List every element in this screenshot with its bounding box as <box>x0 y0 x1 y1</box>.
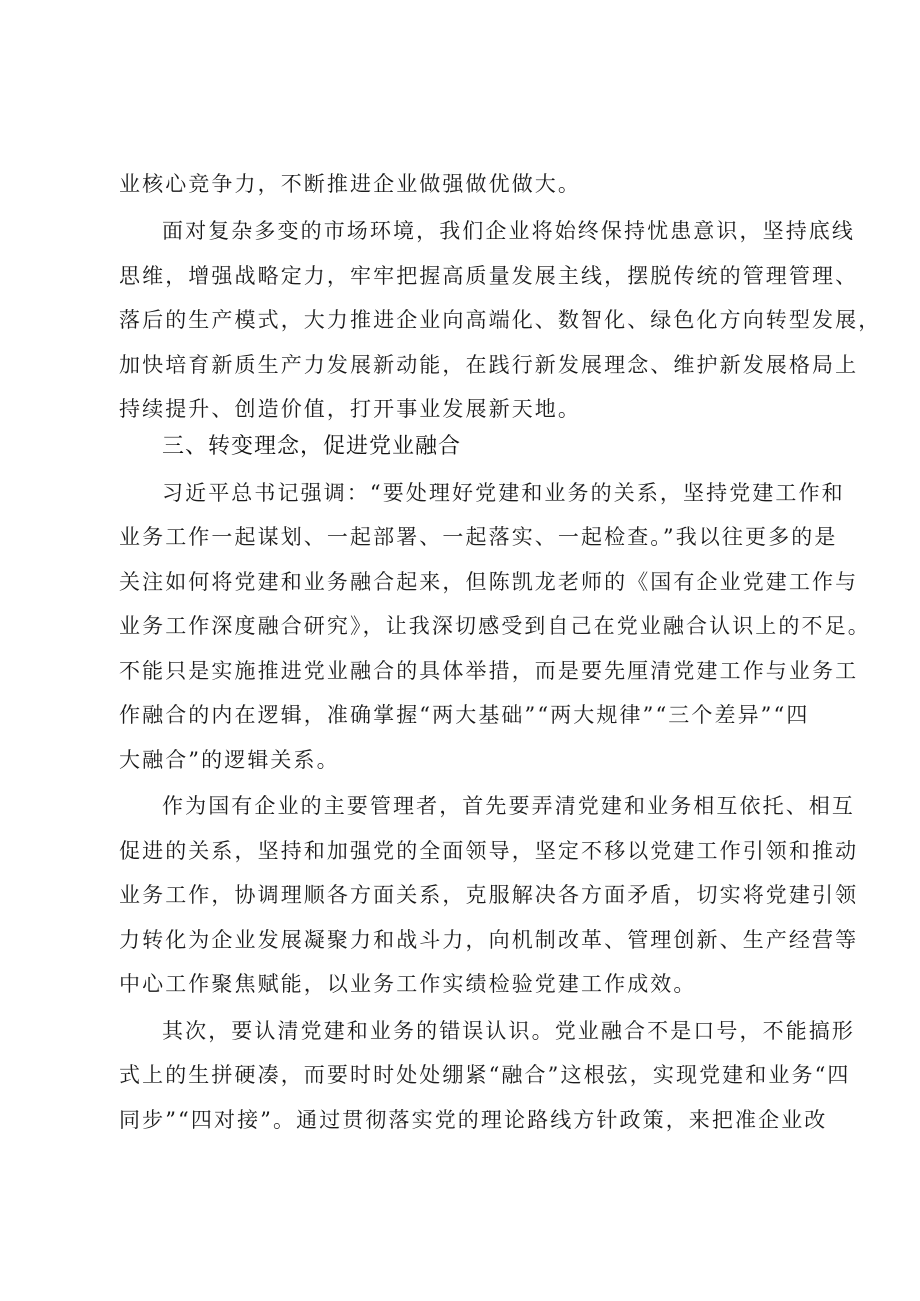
paragraph-line: 作融合的内在逻辑，准确掌握“两大基础”“两大规律”“三个差异”“四 <box>119 703 810 727</box>
paragraph-line: 落后的生产模式，大力推进企业向高端化、数智化、绿色化方向转型发展， <box>119 308 882 332</box>
paragraph-line: 加快培育新质生产力发展新动能，在践行新发展理念、维护新发展格局上 <box>119 353 859 377</box>
paragraph-line: 业务工作深度融合研究》，让我深切感受到自己在党业融合认识上的不足。 <box>119 614 871 638</box>
paragraph-line: 大融合”的逻辑关系。 <box>119 748 340 772</box>
paragraph-line: 面对复杂多变的市场环境，我们企业将始终保持忧患意识，坚持底线 <box>162 219 855 243</box>
paragraph-line: 中心工作聚焦赋能，以业务工作实绩检验党建工作成效。 <box>119 972 697 996</box>
paragraph-line: 思维，增强战略定力，牢牢把握高质量发展主线，摆脱传统的管理管理、 <box>119 264 859 288</box>
paragraph-line: 力转化为企业发展凝聚力和战斗力，向机制改革、管理创新、生产经营等 <box>119 928 859 952</box>
paragraph-line: 关注如何将党建和业务融合起来，但陈凯龙老师的《国有企业党建工作与 <box>119 570 859 594</box>
section-heading: 三、转变理念，促进党业融合 <box>162 434 462 459</box>
paragraph-line: 习近平总书记强调：“要处理好党建和业务的关系，坚持党建工作和 <box>162 481 845 505</box>
paragraph-line: 持续提升、创造价值，打开事业发展新天地。 <box>119 397 581 421</box>
paragraph-line: 其次，要认清党建和业务的错误认识。党业融合不是口号，不能搞形 <box>162 1019 855 1043</box>
paragraph-line: 业务工作，协调理顺各方面关系，克服解决各方面矛盾，切实将党建引领 <box>119 883 859 907</box>
paragraph-line: 作为国有企业的主要管理者，首先要弄清党建和业务相互依托、相互 <box>162 794 855 818</box>
paragraph-line: 业务工作一起谋划、一起部署、一起落实、一起检查。”我以往更多的是 <box>119 525 838 549</box>
paragraph-line: 不能只是实施推进党业融合的具体举措，而是要先厘清党建工作与业务工 <box>119 659 859 683</box>
paragraph-line: 业核心竞争力，不断推进企业做强做优做大。 <box>119 172 581 196</box>
paragraph-line: 促进的关系，坚持和加强党的全面领导，坚定不移以党建工作引领和推动 <box>119 839 859 863</box>
paragraph-line: 式上的生拼硬凑，而要时时处处绷紧“融合”这根弦，实现党建和业务“四 <box>119 1063 851 1087</box>
paragraph-line: 同步”“四对接”。通过贯彻落实党的理论路线方针政策，来把准企业改 <box>119 1108 828 1132</box>
